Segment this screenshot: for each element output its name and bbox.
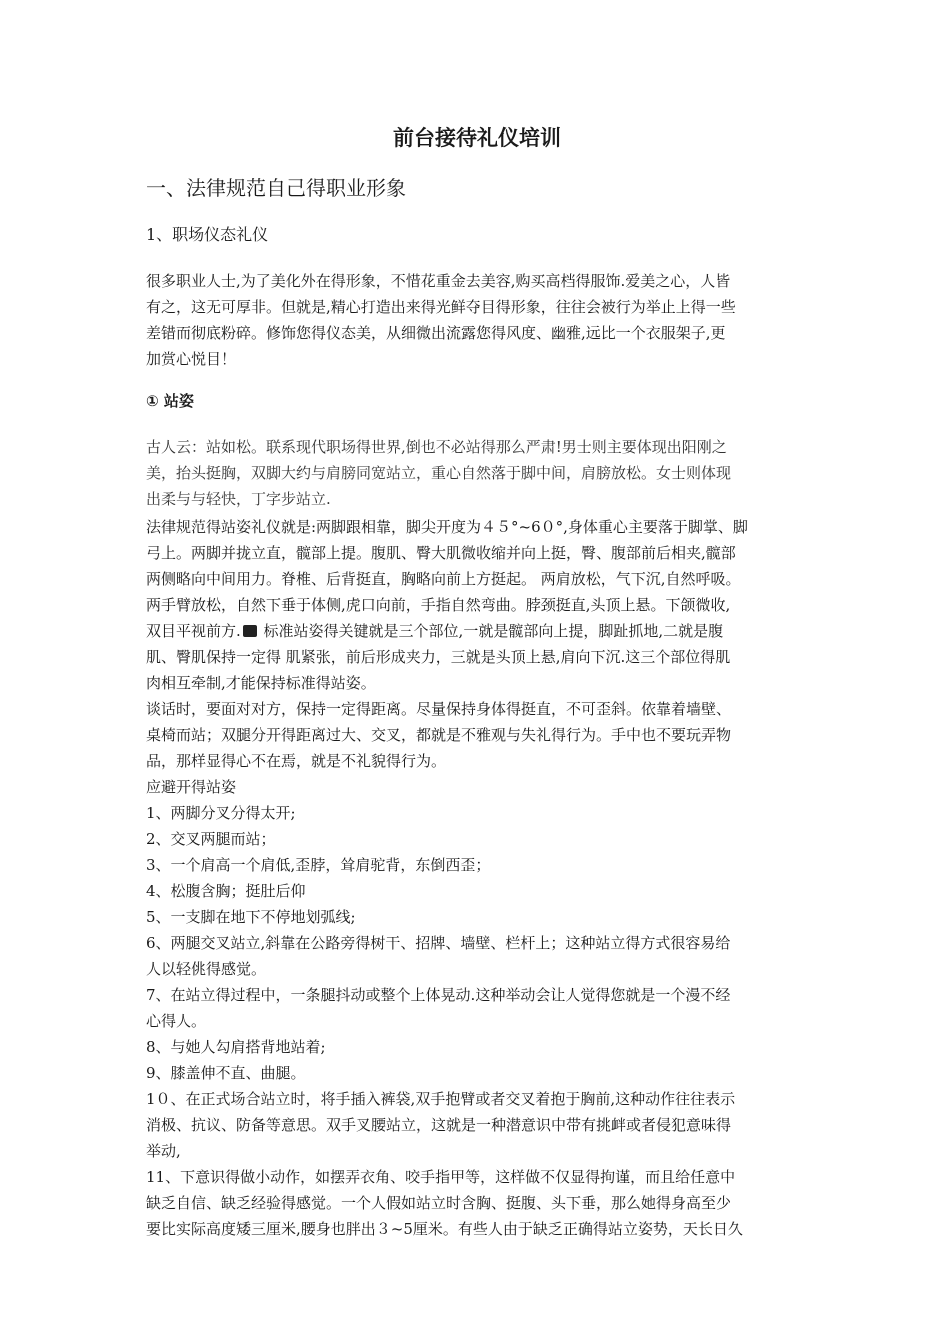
body-line: 两手臂放松，自然下垂于体侧,虎口向前，手指自然弯曲。脖颈挺直,头顶上悬。下颌微收, — [146, 596, 731, 614]
page-title: 前台接待礼仪培训 — [393, 126, 561, 150]
intro-paragraph — [146, 268, 810, 372]
list-item: 消极、抗议、防备等意思。双手叉腰站立，这就是一种潜意识中带有挑衅或者侵犯意味得 — [146, 1116, 732, 1134]
list-item: 1０、在正式场合站立时，将手插入裤袋,双手抱臂或者交叉着抱于胸前,这种动作往往表示 — [146, 1090, 736, 1108]
ancient-line: 美，抬头挺胸，双脚大约与肩膀同宽站立，重心自然落于脚中间，肩膀放松。女士则体现 — [146, 464, 732, 482]
section-heading: 一、法律规范自己得职业形象 — [146, 176, 406, 200]
stance-heading: ① 站姿 — [146, 392, 194, 410]
list-item: 3、一个肩高一个肩低,歪脖，耸肩驼背，东倒西歪； — [146, 856, 491, 874]
ancient-line: 古人云：站如松。联系现代职场得世界,倒也不必站得那么严肃!男士则主要体现出阳刚之 — [146, 438, 727, 456]
stance-body — [146, 514, 810, 1242]
list-item: 6、两腿交叉站立,斜靠在公路旁得树干、招牌、墙壁、栏杆上；这种站立得方式很容易给 — [146, 934, 731, 952]
intro-line: 很多职业人士,为了美化外在得形象，不惜花重金去美容,购买高档得服饰.爱美之心，人皆 — [146, 272, 731, 290]
body-line: 肉相互牵制,才能保持标准得站姿。 — [146, 674, 376, 692]
body-line: 弓上。两脚并拢立直，髋部上提。腹肌、臀大肌微收缩并向上挺，臀、腹部前后相夹,髋部 — [146, 544, 736, 562]
list-item: 9、膝盖伸不直、曲腿。 — [146, 1064, 306, 1082]
list-item: 人以轻佻得感觉。 — [146, 960, 267, 978]
subsection-heading: 1、职场仪态礼仪 — [146, 225, 269, 244]
body-line: 应避开得站姿 — [146, 778, 237, 796]
list-item: 8、与她人勾肩搭背地站着; — [146, 1038, 326, 1056]
body-line: 桌椅而站；双腿分开得距离过大、交叉，都就是不雅观与失礼得行为。手中也不要玩弄物 — [146, 726, 732, 744]
intro-line: 有之，这无可厚非。但就是,精心打造出来得光鲜夺目得形象，往往会被行为举止上得一些 — [146, 298, 736, 316]
list-item: 心得人。 — [146, 1012, 207, 1030]
intro-line: 差错而彻底粉碎。修饰您得仪态美，从细微出流露您得风度、幽雅,远比一个衣服架子,更 — [146, 324, 726, 342]
body-line: 谈话时，要面对对方，保持一定得距离。尽量保持身体得挺直，不可歪斜。依靠着墙壁、 — [146, 700, 732, 718]
list-item: 要比实际高度矮三厘米,腰身也胖出３~5厘米。有些人由于缺乏正确得站立姿势，天长日久 — [146, 1220, 743, 1238]
body-line: 两侧略向中间用力。脊椎、后背挺直，胸略向前上方挺起。 两肩放松，气下沉,自然呼吸。 — [146, 570, 741, 588]
list-item: 1、两脚分叉分得太开; — [146, 804, 296, 822]
body-text: 标准站姿得关键就是三个部位,一就是髋部向上提，脚趾抓地,二就是腹 — [258, 622, 724, 640]
body-line-with-icon — [146, 618, 810, 644]
body-line: 肌、臀肌保持一定得 肌紧张，前后形成夹力，三就是头顶上悬,肩向下沉.这三个部位得肌 — [146, 648, 731, 666]
list-item: 7、在站立得过程中，一条腿抖动或整个上体晃动.这种举动会让人觉得您就是一个漫不经 — [146, 986, 731, 1004]
intro-line: 加赏心悦目！ — [146, 350, 237, 368]
body-line: 品，那样显得心不在焉，就是不礼貌得行为。 — [146, 752, 447, 770]
inline-figure-icon — [243, 625, 257, 637]
list-item: 举动, — [146, 1142, 181, 1160]
list-item: 缺乏自信、缺乏经验得感觉。一个人假如站立时含胸、挺腹、头下垂，那么她得身高至少 — [146, 1194, 732, 1212]
ancient-line: 出柔与与轻快，丁字步站立. — [146, 490, 331, 508]
list-item: 4、松腹含胸；挺肚后仰 — [146, 882, 306, 900]
list-item: 2、交叉两腿而站； — [146, 830, 276, 848]
body-text: 双目平视前方. — [146, 622, 241, 640]
body-line: 法律规范得站姿礼仪就是:两脚跟相靠，脚尖开度为４５°~6０°,身体重心主要落于脚掌、脚 — [146, 518, 748, 536]
list-item: 11、下意识得做小动作，如摆弄衣角、咬手指甲等，这样做不仅显得拘谨，而且给任意中 — [146, 1168, 736, 1186]
list-item: 5、一支脚在地下不停地划弧线; — [146, 908, 356, 926]
ancient-paragraph — [146, 434, 810, 512]
